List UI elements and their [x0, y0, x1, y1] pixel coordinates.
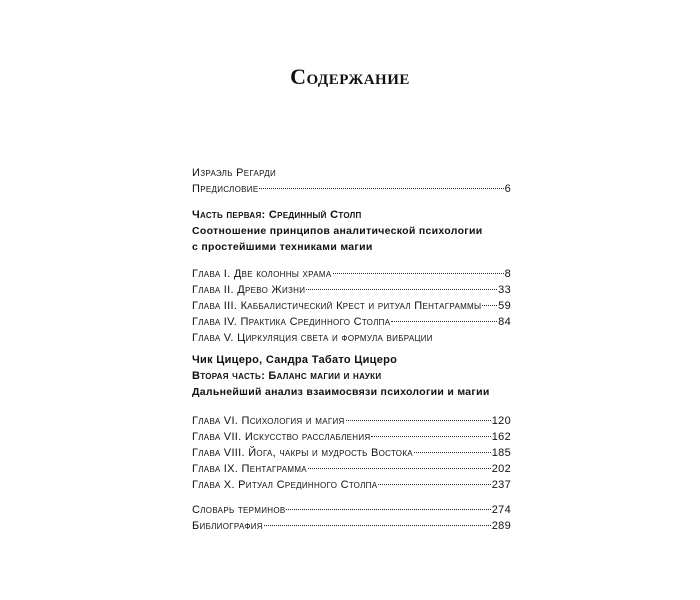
toc-entry-label: Глава I. Две колонны храма — [192, 268, 332, 280]
toc-entry-page: 274 — [491, 504, 511, 516]
part1-header — [192, 207, 511, 255]
toc-entry-page: 120 — [491, 415, 511, 427]
toc-entry — [192, 266, 511, 282]
toc-entry — [192, 314, 511, 330]
toc-entry-page: 289 — [491, 520, 511, 532]
toc-entry-label: Глава II. Древо Жизни — [192, 284, 306, 296]
toc-leader-dots — [346, 419, 491, 421]
toc-entry-label: Глава X. Ритуал Срединного Столпа — [192, 479, 378, 491]
toc-entry-page: 237 — [491, 479, 511, 491]
toc-entry-page: 8 — [504, 268, 511, 280]
page-title: Содержание — [290, 64, 410, 89]
toc-entry — [192, 282, 511, 298]
toc-entry-page: 185 — [491, 447, 511, 459]
part1-subtitle-line2: с простейшими техниками магии — [192, 241, 373, 253]
toc-leader-dots — [371, 435, 490, 437]
toc-leader-dots — [306, 288, 497, 290]
toc-entry-page: 162 — [491, 431, 511, 443]
toc-entry-label: Глава IV. Практика Срединного Столпа — [192, 316, 391, 328]
part2-subtitle: Дальнейший анализ взаимосвязи психологии и магии — [192, 386, 490, 398]
toc-entry-page: 202 — [491, 463, 511, 475]
part2-authors: Чик Цицеро, Сандра Табато Цицеро — [192, 354, 398, 366]
toc-entry-label: Словарь терминов — [192, 504, 286, 516]
toc-leader-dots — [391, 320, 497, 322]
toc-entry-label: Глава VII. Искусство расслабления — [192, 431, 371, 443]
part2-heading: Вторая часть: Баланс магии и науки — [192, 370, 382, 382]
toc-leader-dots — [308, 467, 491, 469]
toc-entry — [192, 477, 511, 493]
toc-leader-dots — [333, 272, 504, 274]
back-matter-entries — [192, 502, 511, 534]
toc-entry-page: 6 — [504, 183, 511, 195]
toc-entry-page: 33 — [498, 284, 511, 296]
toc-entry-label: Глава III. Каббалистический Крест и ритуал Пентаграммы — [192, 300, 482, 312]
toc-entry-label: Библиография — [192, 520, 263, 532]
toc-leader-dots — [378, 483, 490, 485]
toc-entry — [192, 298, 511, 314]
toc-entry-label: Предисловие — [192, 183, 259, 195]
toc-entry — [192, 445, 511, 461]
toc-leader-dots — [414, 451, 491, 453]
toc-entry-page: 84 — [498, 316, 511, 328]
part2-entries — [192, 413, 511, 493]
toc-entry-label: Глава VIII. Йога, чакры и мудрость Востока — [192, 447, 413, 459]
part1-entries — [192, 266, 511, 346]
intro-author: Израэль Регарди — [192, 167, 277, 179]
part2-header — [192, 352, 511, 400]
toc-entry — [192, 461, 511, 477]
toc-entry — [192, 330, 511, 346]
toc-entry — [192, 429, 511, 445]
toc-entry-page: 59 — [498, 300, 511, 312]
toc-entry — [192, 502, 511, 518]
part1-subtitle-line1: Соотношение принципов аналитической психологии — [192, 225, 483, 237]
toc-entry-label: Глава IX. Пентаграмма — [192, 463, 307, 475]
toc-leader-dots — [259, 187, 503, 189]
toc-entry — [192, 413, 511, 429]
toc-leader-dots — [482, 304, 497, 306]
toc-entry-label: Глава V. Циркуляция света и формула вибрации — [192, 332, 433, 344]
toc-leader-dots — [286, 508, 490, 510]
toc-leader-dots — [264, 524, 491, 526]
toc-entry-label: Глава VI. Психология и магия — [192, 415, 345, 427]
toc-entry — [192, 181, 511, 197]
part1-heading: Часть первая: Срединный Столп — [192, 209, 362, 221]
intro-section — [192, 165, 511, 197]
toc-entry — [192, 518, 511, 534]
